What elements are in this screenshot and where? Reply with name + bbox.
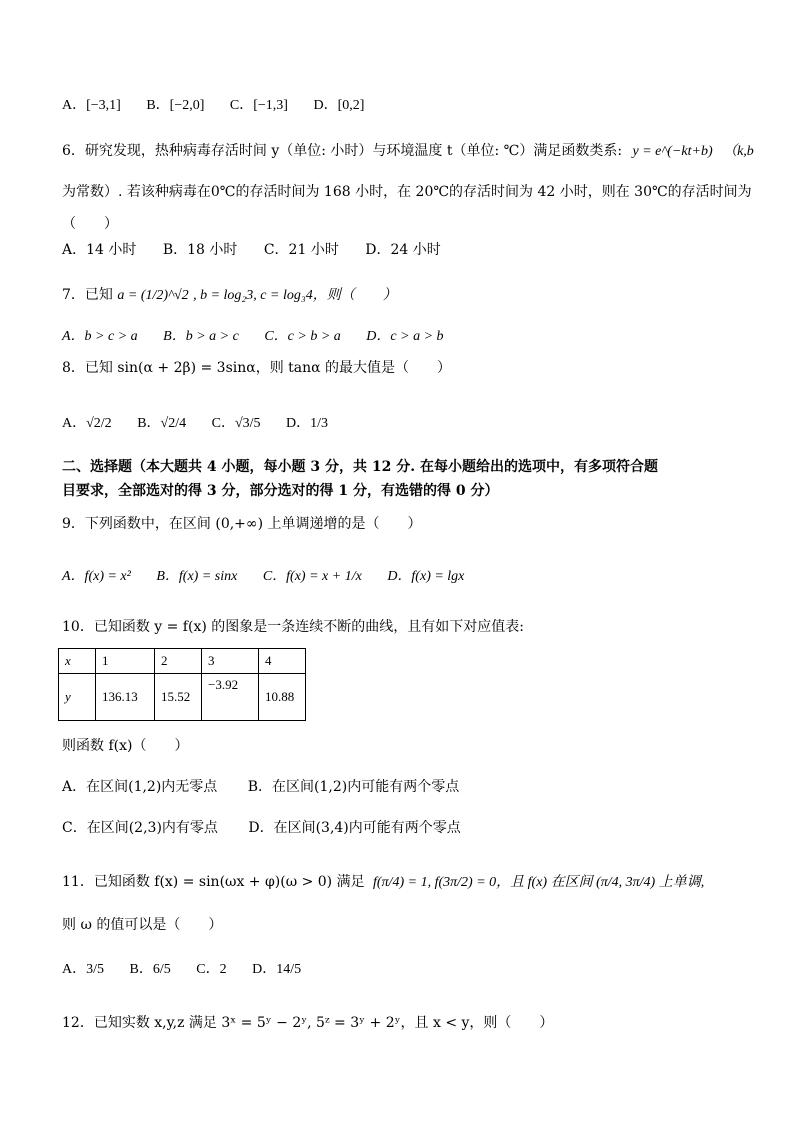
q6-option-c: C．21 小时 [263,242,339,258]
q10-option-d: D．在区间(3,4)内可能有两个零点 [248,820,461,836]
table-cell-raised [202,674,259,721]
q5-option-d: D．[0,2] [313,98,365,113]
q7-a-expr: a = (1/2)^√2 [117,288,189,303]
table-cell: 10.88 [259,674,306,721]
q10-value-table [58,648,306,721]
q9-options [62,567,486,587]
q11-lead: 11．已知函数 f(x) = sin(ωx + φ)(ω > 0) 满足 [62,874,365,890]
q9-option-d: D．f(x) = lgx [387,569,465,584]
q6-option-d: D．24 小时 [365,242,441,258]
table-header-cell: 2 [155,649,202,674]
table-row [59,674,306,721]
q7-option-d: D．c > a > b [366,329,444,344]
q6-line3: （ ） [62,216,118,232]
q8-option-a: A．√2/2 [62,416,112,431]
q6-option-b: B．18 小时 [162,242,238,258]
q9-option-c: C．f(x) = x + 1/x [262,569,362,584]
q7-rest: , b = log₂3, c = log₃4，则（ ） [193,288,397,303]
q7-option-a: A．b > c > a [62,329,138,344]
q10-option-c: C．在区间(2,3)内有零点 [62,820,218,836]
table-header-cell: 4 [259,649,306,674]
table-header-cell: 1 [96,649,155,674]
table-row [59,649,306,674]
q5-option-c: C．[−1,3] [229,98,288,113]
q7-options [62,327,466,347]
table-cell: y [59,674,96,721]
q10-option-b: B．在区间(1,2)内可能有两个零点 [247,779,460,795]
table-header-cell: 3 [202,649,259,674]
q5-options [62,96,386,116]
q8-option-b: B．√2/4 [137,416,187,431]
q12-text: 12．已知实数 x,y,z 满足 3ˣ = 5ʸ − 2ʸ, 5ᶻ = 3ʸ + 2ʸ，且 x < y，则（ ） [62,1015,554,1031]
q9-option-a: A．f(x) = x² [62,569,131,584]
q6-formula: y = e^(−kt+b) [632,144,713,159]
q11-option-b: B．6/5 [129,962,171,977]
q7-lead: 7．已知 [62,287,113,303]
q11-line2: 则 ω 的值可以是（ ） [62,917,223,933]
q6-formula-tail: （k,b [723,144,754,159]
q5-option-a: A．[−3,1] [62,98,121,113]
q6-option-a: A．14 小时 [62,242,137,258]
table-cell: 136.13 [96,674,155,721]
q10-text: 10．已知函数 y = f(x) 的图象是一条连续不断的曲线，且有如下对应值表: [62,619,524,635]
q11-option-d: D．14/5 [252,962,302,977]
q11-options [62,960,323,980]
q7-option-c: C．c > b > a [264,329,341,344]
q6-line2: 为常数）. 若该种病毒在0℃的存活时间为 168 小时，在 20℃的存活时间为 42 小时，则在 30℃的存活时间为 [62,184,752,200]
q11-option-c: C．2 [196,962,227,977]
q11-option-a: A．3/5 [62,962,104,977]
q8-option-d: D．1/3 [286,416,329,431]
q6-text: 6．研究发现，热种病毒存活时间 y（单位: 小时）与环境温度 t（单位: ℃）满足函数类系: [62,143,623,159]
table-cell: 15.52 [155,674,202,721]
q6-options [62,240,463,260]
q11-condition: f(π/4) = 1, f(3π/2) = 0，且 f(x) 在区间 (π/4, 3π/4) 上单调, [373,875,705,890]
q8-option-c: C．√3/5 [211,416,261,431]
q8-options [62,414,350,434]
q6-line1 [62,141,754,162]
q10-after: 则函数 f(x)（ ） [62,738,189,754]
q5-option-b: B．[−2,0] [146,98,205,113]
q9-text: 9．下列函数中，在区间 (0,+∞) 上单调递增的是（ ） [62,516,422,532]
q10-options-cd [62,818,483,838]
section2-heading-line2: 目要求，全部选对的得 3 分，部分选对的得 1 分，有选错的得 0 分） [62,483,499,499]
q11-line1 [62,872,704,893]
q7-option-b: B．b > a > c [163,329,239,344]
q10-option-a: A．在区间(1,2)内无零点 [62,779,218,795]
section2-heading-line1: 二、选择题（本大题共 4 小题，每小题 3 分，共 12 分. 在每小题给出的选项中，有多项符合题 [62,459,658,475]
q7-line [62,285,397,306]
table-cell: −3.92 [208,677,239,692]
q10-options-ab [62,777,481,797]
q9-option-b: B．f(x) = sinx [156,569,238,584]
table-header-cell: x [59,649,96,674]
q8-text: 8．已知 sin(α + 2β) = 3sinα，则 tanα 的最大值是（ ） [62,360,452,376]
